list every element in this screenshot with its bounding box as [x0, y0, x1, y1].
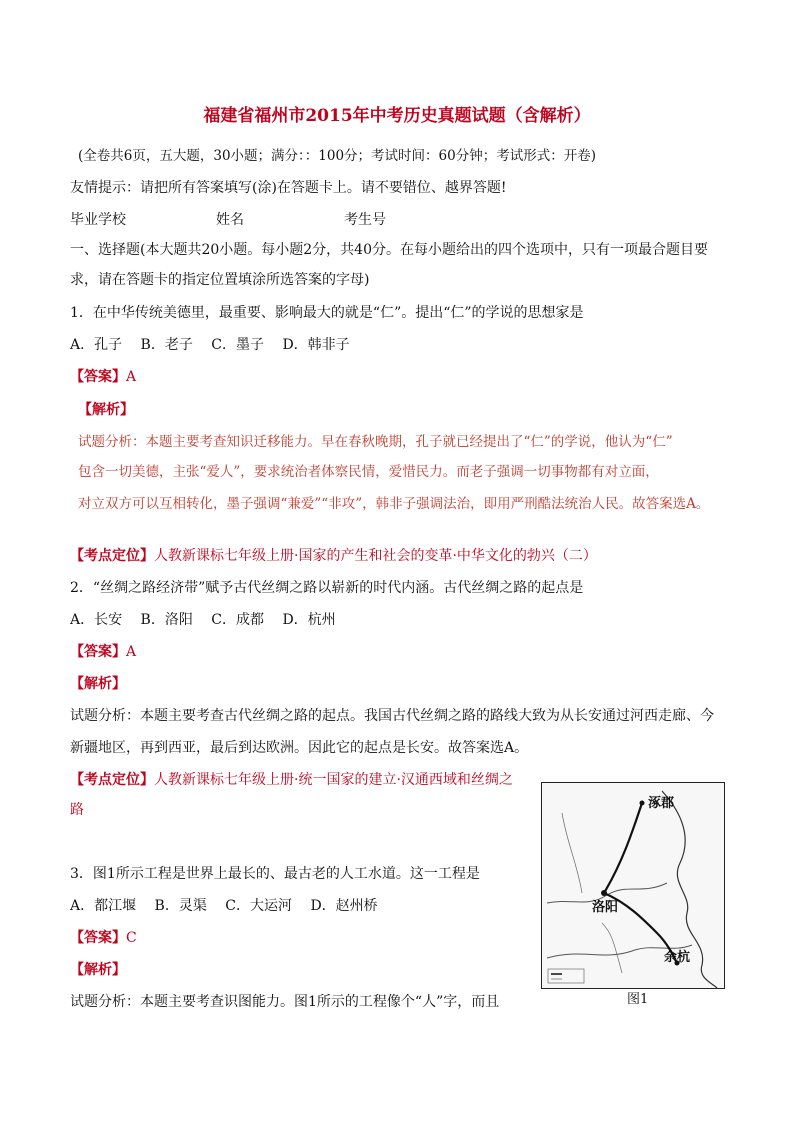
- q2-options: A．长安 B．洛阳 C．成都 D．杭州: [70, 612, 336, 628]
- q2-analysis-label: 【解析】: [70, 676, 126, 692]
- map-legend: [548, 969, 584, 983]
- canal-north-section: [604, 803, 642, 893]
- exam-number-label: 考生号: [344, 212, 386, 228]
- answer-value: A: [126, 369, 137, 385]
- q3-answer: [70, 928, 137, 948]
- q1-stem: 1．在中华传统美德里，最重要、影响最大的就是“仁”。提出“仁”的学说的思想家是: [70, 305, 584, 321]
- q2-analysis-line2: 新疆地区，再到西亚，最后到达欧洲。因此它的起点是长安。故答案选A。: [70, 740, 529, 756]
- q1-analysis-line2: 包含一切美德，主张“爱人”，要求统治者体察民情，爱惜民力。而老子强调一切事物都有对立面，: [78, 464, 659, 480]
- q1-analysis-label: 【解析】: [78, 402, 134, 418]
- kaodian-text: 人教新课标七年级上册·统一国家的建立·汉通西域和丝绸之: [154, 772, 513, 788]
- figure-caption: 图1: [627, 992, 649, 1007]
- page-title: 福建省福州市2015年中考历史真题试题（含解析）: [203, 106, 591, 126]
- label-luoyang: 洛阳: [592, 900, 619, 915]
- name-label: 姓名: [216, 212, 244, 228]
- answer-label: 【答案】: [70, 930, 126, 946]
- map-drawing: [542, 783, 724, 988]
- luoyang-marker: [601, 890, 607, 896]
- river-branch: [602, 923, 622, 973]
- answer-value: C: [126, 930, 137, 946]
- q2-answer: [70, 642, 136, 662]
- section1-header-line1: 一、选择题(本大题共20小题。每小题2分，共40分。在每小题给出的四个选项中，只有一项最合题目要: [70, 242, 708, 258]
- kaodian-label: 【考点定位】: [70, 772, 154, 788]
- label-yuhang: 余杭: [664, 950, 691, 965]
- q2-kaodian-cont: 路: [70, 802, 84, 818]
- answer-value: A: [126, 644, 137, 660]
- q3-stem: 3．图1所示工程是世界上最长的、最古老的人工水道。这一工程是: [70, 866, 480, 882]
- grand-canal-map: [541, 782, 725, 989]
- q2-stem: 2．“丝绸之路经济带”赋予古代丝绸之路以崭新的时代内涵。古代丝绸之路的起点是: [70, 580, 584, 596]
- q1-options: A．孔子 B．老子 C．墨子 D．韩非子: [70, 337, 350, 353]
- q1-analysis-line3: 对立双方可以互相转化，墨子强调“兼爱”“非攻”，韩非子强调法治，即用严刑酷法统治人民。故答案选A。: [78, 496, 710, 512]
- kaodian-text: 人教新课标七年级上册·国家的产生和社会的变革·中华文化的勃兴（二）: [154, 548, 597, 564]
- river-branch: [562, 813, 582, 893]
- answer-label: 【答案】: [70, 644, 126, 660]
- q3-analysis-line1: 试题分析：本题主要考查识图能力。图1所示的工程像个“人”字，而且: [70, 994, 500, 1010]
- kaodian-label: 【考点定位】: [70, 548, 154, 564]
- q2-analysis-line1: 试题分析：本题主要考查古代丝绸之路的起点。我国古代丝绸之路的路线大致为从长安通过河西走廊、今: [70, 708, 714, 724]
- q3-options: A．都江堰 B．灵渠 C．大运河 D．赵州桥: [70, 898, 378, 914]
- friendly-tip: 友情提示：请把所有答案填写(涂)在答题卡上。请不要错位、越界答题!: [70, 180, 507, 196]
- answer-label: 【答案】: [70, 369, 126, 385]
- q1-kaodian: [70, 546, 597, 566]
- q2-kaodian: [70, 770, 513, 790]
- section1-header-line2: 求，请在答题卡的指定位置填涂所选答案的字母): [70, 272, 370, 288]
- student-fields: [70, 210, 386, 230]
- q1-answer: [70, 367, 136, 387]
- q1-analysis-line1: 试题分析：本题主要考查知识迁移能力。早在春秋晚期，孔子就已经提出了“仁”的学说，他认为“仁”: [78, 434, 673, 450]
- exam-info: (全卷共6页，五大题，30小题；满分：：100分；考试时间：60分钟；考试形式：开卷): [78, 148, 596, 164]
- label-zhuojun: 涿郡: [648, 796, 675, 811]
- zhuojun-marker: [640, 801, 645, 806]
- q3-analysis-label: 【解析】: [70, 962, 126, 978]
- school-label: 毕业学校: [70, 212, 126, 228]
